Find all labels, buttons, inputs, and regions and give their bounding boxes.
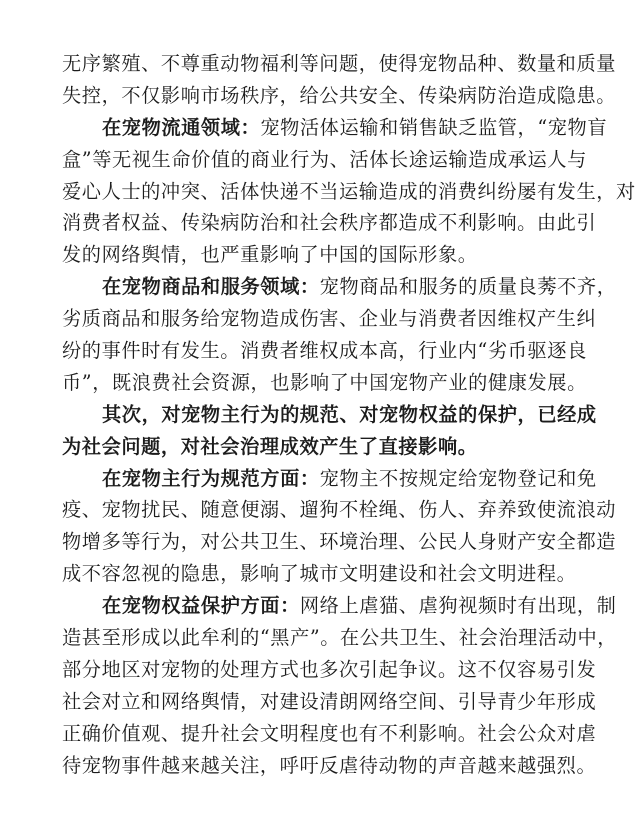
- text-run: 宠物活体运输和销售缺乏监管，“宠物盲: [260, 115, 608, 139]
- text-line: [62, 207, 597, 239]
- text-line: [62, 622, 618, 654]
- paragraph-intro: [62, 48, 617, 112]
- text-line: [62, 367, 587, 399]
- text-line: [62, 494, 617, 526]
- paragraph-secondly: [62, 399, 597, 463]
- text-run: 成不容忽视的隐患，影响了城市文明建设和社会文明进程。: [62, 562, 577, 586]
- text-line: [62, 463, 597, 495]
- section-heading: 在宠物主行为规范方面：: [102, 466, 320, 490]
- text-run: 正确价值观、提升社会文明程度也有不利影响。社会公众对虐: [62, 721, 597, 745]
- text-run: 爱心人士的冲突、活体快递不当运输造成的消费纠纷屡有发生，对: [62, 179, 636, 203]
- text-line: [62, 144, 587, 176]
- text-line: [62, 239, 540, 271]
- text-line: [62, 590, 617, 622]
- text-run: 消费者权益、传染病防治和社会秩序都造成不利影响。由此引: [62, 211, 597, 235]
- text-line: [62, 303, 597, 335]
- text-line: [62, 399, 597, 431]
- text-line: [62, 718, 597, 750]
- text-run: 失控，不仅影响市场秩序，给公共安全、传染病防治造成隐患。: [62, 83, 617, 107]
- text-run: 物增多等行为，对公共卫生、环境治理、公民人身财产安全都造: [62, 530, 617, 554]
- text-line: [62, 80, 617, 112]
- section-heading: 在宠物流通领域：: [102, 115, 261, 139]
- text-run: 劣质商品和服务给宠物造成伤害、企业与消费者因维权产生纠: [62, 307, 597, 331]
- text-line: [62, 176, 636, 208]
- text-line: [62, 558, 577, 590]
- paragraph-goods-services: [62, 271, 617, 399]
- text-line: [62, 654, 597, 686]
- text-line: [62, 686, 597, 718]
- text-run: 网络上虐猫、虐狗视频时有出现，制: [299, 594, 617, 618]
- text-line: [62, 112, 608, 144]
- text-run: 宠物商品和服务的质量良莠不齐，: [319, 275, 617, 299]
- text-line: [62, 335, 587, 367]
- paragraph-pet-rights: [62, 590, 618, 781]
- text-run: 币”，既浪费社会资源，也影响了中国宠物产业的健康发展。: [62, 370, 587, 394]
- text-run: 社会对立和网络舆情，对建设清朗网络空间、引导青少年形成: [62, 689, 597, 713]
- section-heading: 在宠物权益保护方面：: [102, 594, 300, 618]
- text-run: 盒”等无视生命价值的商业行为、活体长途运输造成承运人与: [62, 147, 587, 171]
- paragraph-owner-behavior: [62, 463, 617, 591]
- text-run: 部分地区对宠物的处理方式也多次引起争议。这不仅容易引发: [62, 657, 597, 681]
- paragraph-circulation: [62, 112, 636, 271]
- text-run: 待宠物事件越来越关注，呼吁反虐待动物的声音越来越强烈。: [62, 753, 597, 777]
- text-run: 发的网络舆情，也严重影响了中国的国际形象。: [62, 243, 478, 267]
- section-heading: 在宠物商品和服务领域：: [102, 275, 320, 299]
- text-run: 宠物主不按规定给宠物登记和免: [319, 466, 597, 490]
- text-run: 疫、宠物扰民、随意便溺、遛狗不栓绳、伤人、弃养致使流浪动: [62, 498, 617, 522]
- text-line: [62, 526, 617, 558]
- text-line: [62, 48, 617, 80]
- bold-statement: 为社会问题，对社会治理成效产生了直接影响。: [62, 434, 478, 458]
- text-run: 造甚至形成以此牟利的“黑产”。在公共卫生、社会治理活动中，: [62, 626, 618, 650]
- text-run: 无序繁殖、不尊重动物福利等问题，使得宠物品种、数量和质量: [62, 52, 617, 75]
- text-line: [62, 431, 540, 463]
- text-line: [62, 750, 597, 782]
- text-line: [62, 271, 617, 303]
- text-run: 纷的事件时有发生。消费者维权成本高，行业内“劣币驱逐良: [62, 339, 587, 363]
- bold-statement: 其次，对宠物主行为的规范、对宠物权益的保护，已经成: [102, 402, 597, 426]
